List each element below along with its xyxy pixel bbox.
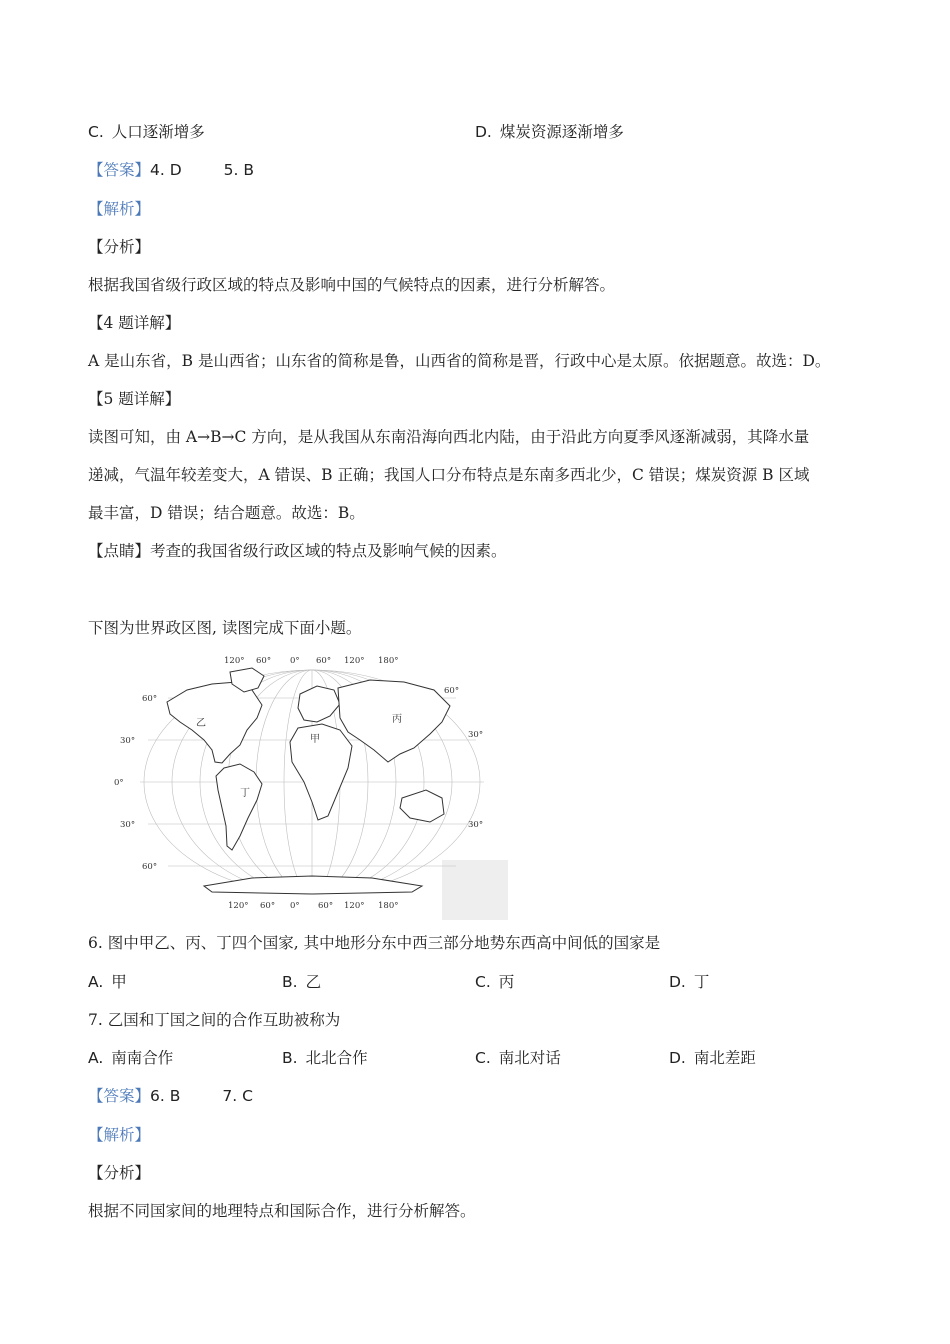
world-map (112, 650, 508, 920)
option-letter: C. (475, 1049, 491, 1067)
answer-4: 4. D (150, 161, 182, 179)
australia (400, 790, 444, 822)
q6-option-b (282, 972, 321, 992)
option-letter: B. (282, 973, 298, 991)
tick-left-5: 60° (142, 862, 158, 872)
option-text: 乙 (305, 973, 322, 991)
europe (298, 686, 340, 722)
africa (290, 724, 352, 820)
q7-option-c (475, 1048, 561, 1068)
south-america (216, 764, 262, 850)
tick-top-3: 0° (290, 656, 300, 666)
option-text: 人口逐渐增多 (111, 123, 205, 141)
option-d (475, 122, 624, 142)
option-text: 南北对话 (498, 1049, 561, 1067)
q6-stem: 6. 图中甲乙、丙、丁四个国家, 其中地形分东中西三部分地势东西高中间低的国家是 (88, 934, 661, 952)
fenxi-tag-2: 【分析】 (88, 1164, 151, 1182)
q6-option-c (475, 972, 514, 992)
tick-bottom-1: 120° (228, 901, 249, 911)
tick-top-6: 180° (378, 656, 399, 666)
tick-bottom-3: 0° (290, 901, 300, 911)
answer-tag: 【答案】 (88, 161, 151, 179)
q4-detail-text: A 是山东省，B 是山西省；山东省的简称是鲁，山西省的简称是晋，行政中心是太原。依据题意。故选：D。 (88, 352, 831, 370)
option-letter: C. (88, 123, 104, 141)
tick-top-5: 120° (344, 656, 365, 666)
answer-6: 6. B (150, 1087, 181, 1105)
option-text: 南南合作 (111, 1049, 174, 1067)
tick-left-1: 60° (142, 694, 158, 704)
tick-top-4: 60° (316, 656, 332, 666)
answer-tag: 【答案】 (88, 1087, 151, 1105)
q5-detail-line-3: 最丰富，D 错误；结合题意。故选：B。 (88, 504, 365, 522)
tick-bottom-2: 60° (260, 901, 276, 911)
fenxi-tag: 【分析】 (88, 238, 151, 256)
label-bing: 丙 (392, 714, 402, 725)
tick-bottom-4: 60° (318, 901, 334, 911)
q7-stem: 7. 乙国和丁国之间的合作互助被称为 (88, 1011, 341, 1029)
q5-detail-line-1: 读图可知，由 A→B→C 方向，是从我国从东南沿海向西北内陆，由于沿此方向夏季风逐渐减弱，其降水量 (88, 428, 810, 446)
option-c (88, 122, 205, 142)
option-letter: D. (475, 123, 492, 141)
q7-option-a (88, 1048, 173, 1068)
q6-option-a (88, 972, 127, 992)
label-ding: 丁 (240, 788, 250, 799)
map-shadow (442, 860, 508, 920)
antarctica (204, 876, 422, 894)
option-text: 丙 (498, 973, 515, 991)
option-text: 北北合作 (305, 1049, 368, 1067)
tick-right-3: 30° (468, 820, 484, 830)
option-letter: A. (88, 1049, 104, 1067)
analysis-tag: 【解析】 (88, 200, 151, 218)
option-letter: B. (282, 1049, 298, 1067)
answer-5: 5. B (223, 161, 255, 179)
tick-left-4: 30° (120, 820, 136, 830)
label-yi: 乙 (196, 718, 206, 729)
answer-line (88, 160, 254, 180)
q6-option-d (669, 972, 709, 992)
q7-option-b (282, 1048, 368, 1068)
tick-bottom-5: 120° (344, 901, 365, 911)
fenxi-text: 根据我国省级行政区域的特点及影响中国的气候特点的因素，进行分析解答。 (88, 276, 616, 294)
option-text: 南北差距 (693, 1049, 756, 1067)
map-intro: 下图为世界政区图, 读图完成下面小题。 (88, 619, 362, 637)
option-letter: A. (88, 973, 104, 991)
answer-7: 7. C (222, 1087, 253, 1105)
q7-option-d (669, 1048, 756, 1068)
q5-detail-line-2: 递减，气温年较差变大，A 错误、B 正确；我国人口分布特点是东南多西北少，C 错误；煤炭资源 B 区域 (88, 466, 810, 484)
option-letter: D. (669, 973, 686, 991)
option-text: 丁 (693, 973, 710, 991)
tick-left-3: 0° (114, 778, 124, 788)
option-letter: D. (669, 1049, 686, 1067)
tick-right-1: 60° (444, 686, 460, 696)
tick-top-2: 60° (256, 656, 272, 666)
tick-right-2: 30° (468, 730, 484, 740)
fenxi-text-2: 根据不同国家间的地理特点和国际合作，进行分析解答。 (88, 1202, 476, 1220)
q5-detail-tag: 【5 题详解】 (88, 390, 181, 408)
dianjing: 【点睛】考查的我国省级行政区域的特点及影响气候的因素。 (88, 542, 507, 560)
answer-line-2 (88, 1086, 253, 1106)
q4-detail-tag: 【4 题详解】 (88, 314, 181, 332)
tick-left-2: 30° (120, 736, 136, 746)
label-jia: 甲 (310, 734, 320, 745)
analysis-tag-2: 【解析】 (88, 1126, 151, 1144)
option-text: 煤炭资源逐渐增多 (499, 123, 624, 141)
option-text: 甲 (111, 973, 127, 991)
map-continents (167, 668, 450, 894)
tick-top-1: 120° (224, 656, 245, 666)
north-america (167, 682, 262, 763)
option-letter: C. (475, 973, 491, 991)
tick-bottom-6: 180° (378, 901, 399, 911)
